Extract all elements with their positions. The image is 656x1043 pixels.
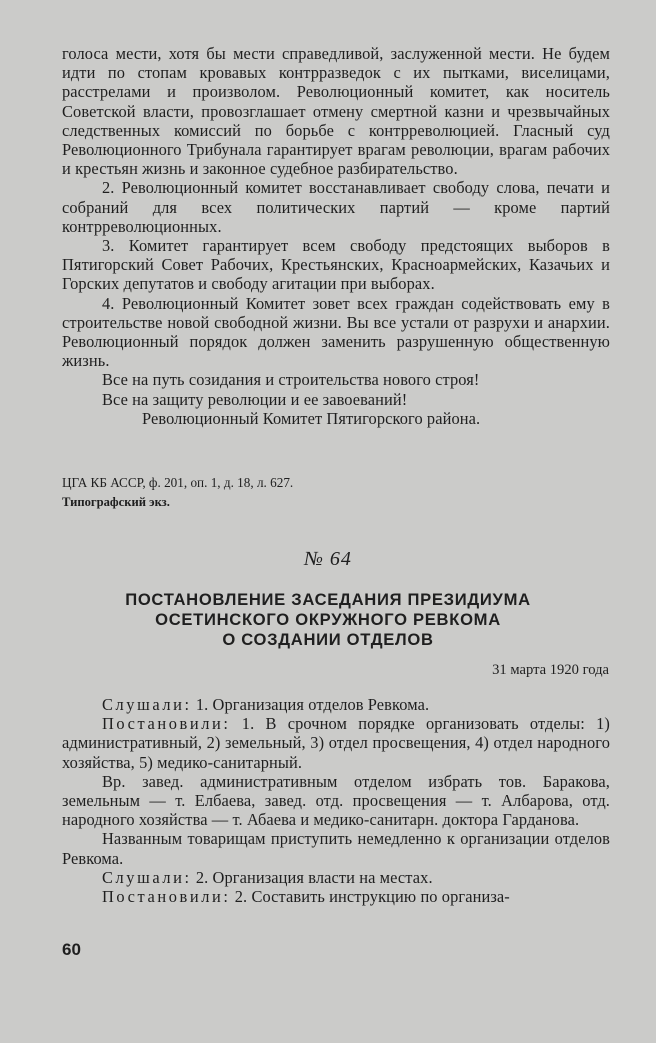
resolved-text: 2. Составить инструкцию по организа- xyxy=(234,887,510,907)
slogan-1: Все на путь созидания и строительства нового строя! xyxy=(102,370,480,390)
archive-citation: ЦГА КБ АССР, ф. 201, оп. 1, д. 18, л. 627. xyxy=(62,475,294,490)
copy-type-note: Типографский экз. xyxy=(62,495,170,509)
paragraph-continuation: голоса мести, хотя бы мести справедливой, заслуженной мести. Не будем идти по стопам кровавых контрразведок с их пытками, виселицами, расстрелами и произволом. Революционный комитет, как носитель Советской власти, провозглашает отмену смертной казни и чрезвычайных следственных комиссий по борьбе с контрреволюцией. Гласный суд Революционного Трибунала гарантирует врагам революции, врагам рабочих и крестьян жизнь и законное судебное разбирательство. xyxy=(62,44,610,179)
paragraph-item-2: 2. Революционный комитет восстанавливает свободу слова, печати и собраний для всех политических партий — кроме партий контрреволюционных. xyxy=(62,178,610,236)
resolution-body xyxy=(62,695,610,906)
title-line: О СОЗДАНИИ ОТДЕЛОВ xyxy=(222,630,434,649)
paragraph-named-comrades: Названным товарищам приступить немедленно к организации отделов Ревкома. xyxy=(62,829,610,868)
heard-label: Слушали: xyxy=(102,867,192,887)
heard-item-2 xyxy=(62,868,610,887)
heard-text: 1. Организация отделов Ревкома. xyxy=(195,695,430,714)
resolved-label: Постановили: xyxy=(102,714,231,734)
heard-item-1 xyxy=(62,695,610,714)
document-number: № 64 xyxy=(304,548,352,570)
resolved-label: Постановили: xyxy=(102,887,231,907)
page-number: 60 xyxy=(62,940,81,959)
paragraph-appointments: Вр. завед. административным отделом избрать тов. Баракова, земельным — т. Елбаева, завед. отд. просвещения — т. Албарова, отд. народного хозяйства — т. Абаева и медико-санитарн. доктора Гарданова. xyxy=(62,771,610,830)
resolved-item-2 xyxy=(62,887,610,906)
title-line: ОСЕТИНСКОГО ОКРУЖНОГО РЕВКОМА xyxy=(155,610,501,629)
paragraph-item-4: 4. Революционный Комитет зовет всех граждан содействовать ему в строительстве новой свободной жизни. Вы все устали от разрухи и анархии. Революционный порядок должен заменить разрушенную общественную жизнь. xyxy=(62,293,610,371)
document-title xyxy=(0,590,656,650)
resolved-item-1 xyxy=(62,714,610,772)
heard-label: Слушали: xyxy=(102,695,192,714)
paragraph-item-3: 3. Комитет гарантирует всем свободу предстоящих выборов в Пятигорский Совет Рабочих, Крестьянских, Красноармейских, Казачьих и Горских депутатов и свободу агитации при выборах. xyxy=(62,236,610,294)
top-text-block xyxy=(62,44,610,428)
title-line: ПОСТАНОВЛЕНИЕ ЗАСЕДАНИЯ ПРЕЗИДИУМА xyxy=(125,590,531,609)
document-date: 31 марта 1920 года xyxy=(492,662,609,678)
heard-text: 2. Организация власти на местах. xyxy=(195,867,433,887)
signature-line: Революционный Комитет Пятигорского района. xyxy=(142,408,481,428)
slogan-2: Все на защиту революции и ее завоеваний! xyxy=(102,389,408,409)
resolved-text: 1. В срочном порядке организовать отделы: 1) административный, 2) земельный, 3) отдел просвещения, 4) отдел народного хозяйства, 5) медико-санитарный. xyxy=(62,714,610,772)
